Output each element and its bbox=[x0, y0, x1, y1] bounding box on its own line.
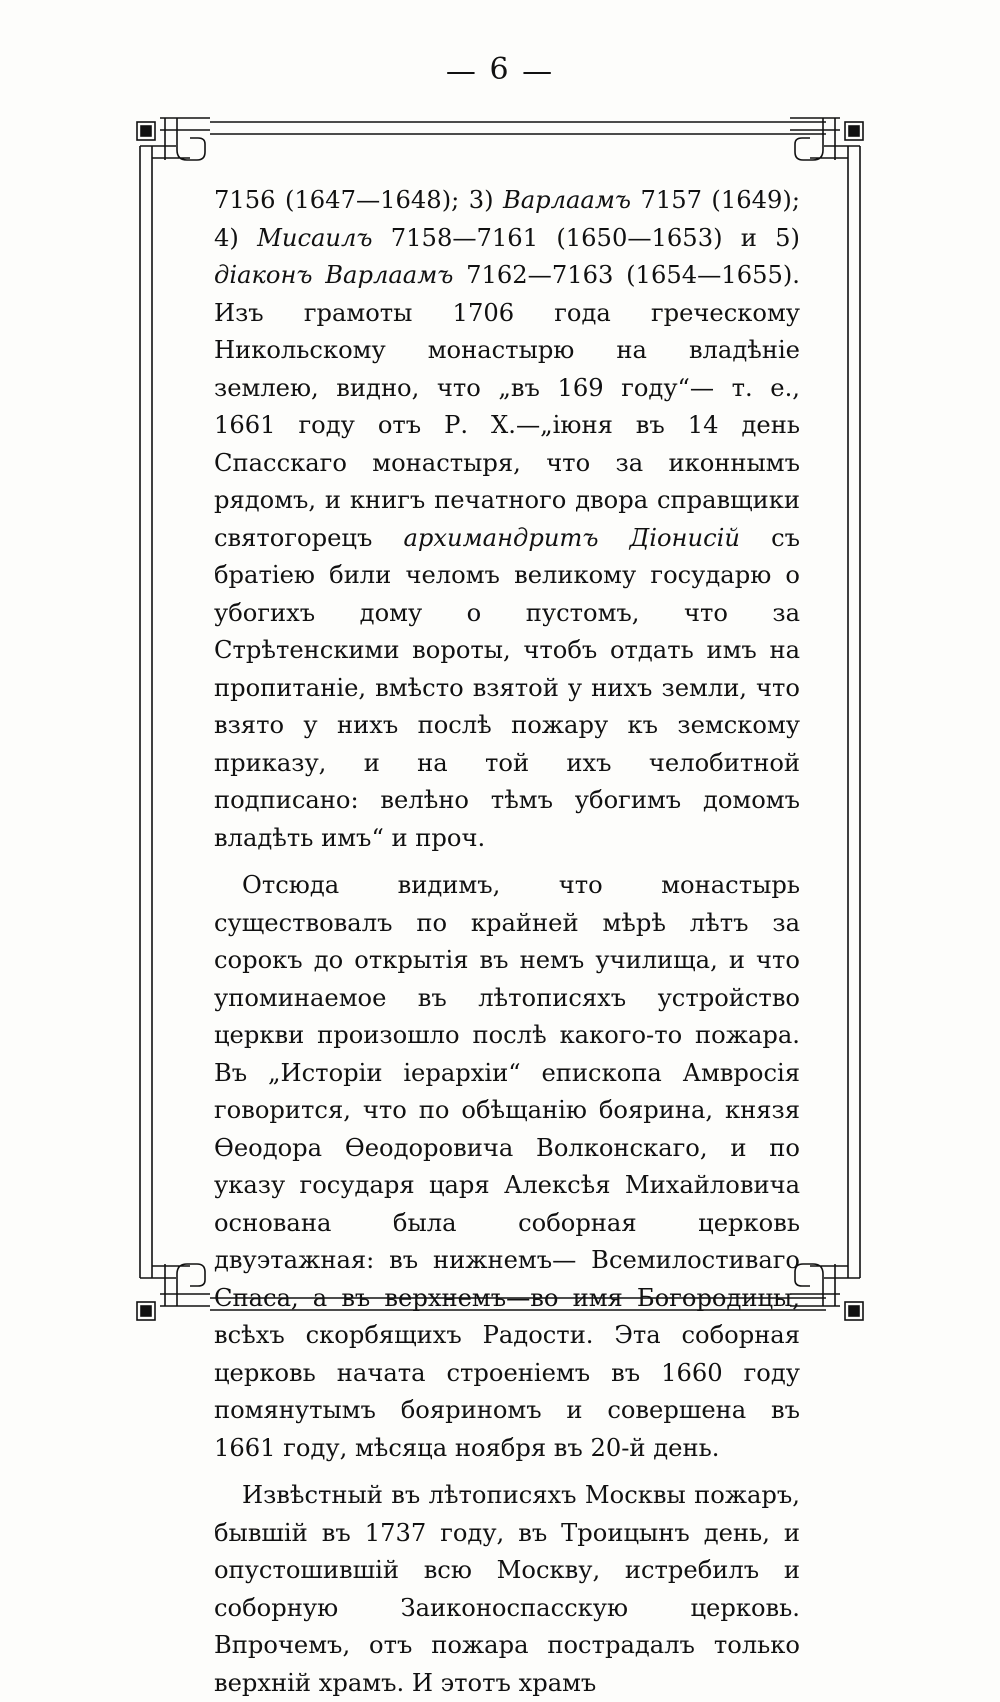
corner-ornament-bottom-left bbox=[137, 1256, 210, 1320]
paragraph-3: Извѣстный въ лѣтописяхъ Москвы пожаръ, бывшій въ 1737 году, въ Троицынъ день, и опустошившій всю Москву, истребилъ и соборную Заиконоспасскую церковь. Впрочемъ, отъ пожара пострадалъ только верхній храмъ. И этотъ храмъ bbox=[214, 1481, 800, 1697]
body-text bbox=[214, 182, 800, 1702]
p1-text-5: съ братіею били челомъ великому государю о убогихъ дому о пустомъ, что за Стрѣтенскими вороты, чтобъ отдать имъ на пропитаніе, вмѣсто взятой у нихъ земли, что взято у нихъ послѣ пожару къ земскому приказу, и на той ихъ челобитной подписано: велѣно тѣмъ убогимъ домомъ владѣть имъ“ и проч. bbox=[214, 523, 801, 852]
header-dash-right: — bbox=[522, 53, 555, 89]
corner-ornament-top-left bbox=[137, 118, 210, 190]
p1-italic-misail: Мисаилъ bbox=[257, 223, 373, 252]
paragraph-2: Отсюда видимъ, что монастырь существовалъ по крайней мѣрѣ лѣтъ за сорокъ до открытія въ немъ училища, и что упоминаемое въ лѣтописяхъ устройство церкви произошло послѣ какого-то пожара. Въ „Исторіи іерархіи“ епископа Амвросія говорится, что по обѣщанію боярина, князя Ѳеодора Ѳеодоровича Волконскаго, и по указу государя царя Алексѣя Михайловича основана была соборная церковь двуэтажная: въ нижнемъ— Всемилостиваго Спаса, а въ верхнемъ—во имя Богородицы, всѣхъ скорбящихъ Радости. Эта соборная церковь начата строеніемъ въ 1660 году помянутымъ бояриномъ и совершена въ 1661 году, мѣсяца ноября въ 20-й день. bbox=[214, 871, 800, 1462]
p1-text-4: 7162—7163 (1654—1655). Изъ грамоты 1706 года греческому Никольскому монастырю на владѣніе землею, видно, что „въ 169 году“— т. е., 1661 году отъ Р. Х.—„іюня въ 14 день Спасскаго монастыря, что за иконнымъ рядомъ, и книгъ печатного двора справщики святогорецъ bbox=[214, 261, 800, 552]
paragraph-1 bbox=[214, 182, 800, 857]
page-number: 6 bbox=[489, 52, 511, 87]
p1-text-2: 7157 (1649); 4) bbox=[214, 186, 800, 252]
p1-text-3: 7158—7161 (1650—1653) и 5) bbox=[372, 223, 800, 252]
p1-italic-deacon-varlaam: діаконъ Варлаамъ bbox=[214, 261, 454, 289]
corner-ornament-top-right bbox=[790, 118, 863, 190]
p1-italic-archimandrite: архимандритъ Діонисій bbox=[403, 523, 740, 552]
p1-italic-varlaam: Варлаамъ bbox=[502, 186, 632, 214]
header-dash-left: — bbox=[445, 53, 478, 89]
p1-text-1: 7156 (1647—1648); 3) bbox=[214, 186, 503, 214]
